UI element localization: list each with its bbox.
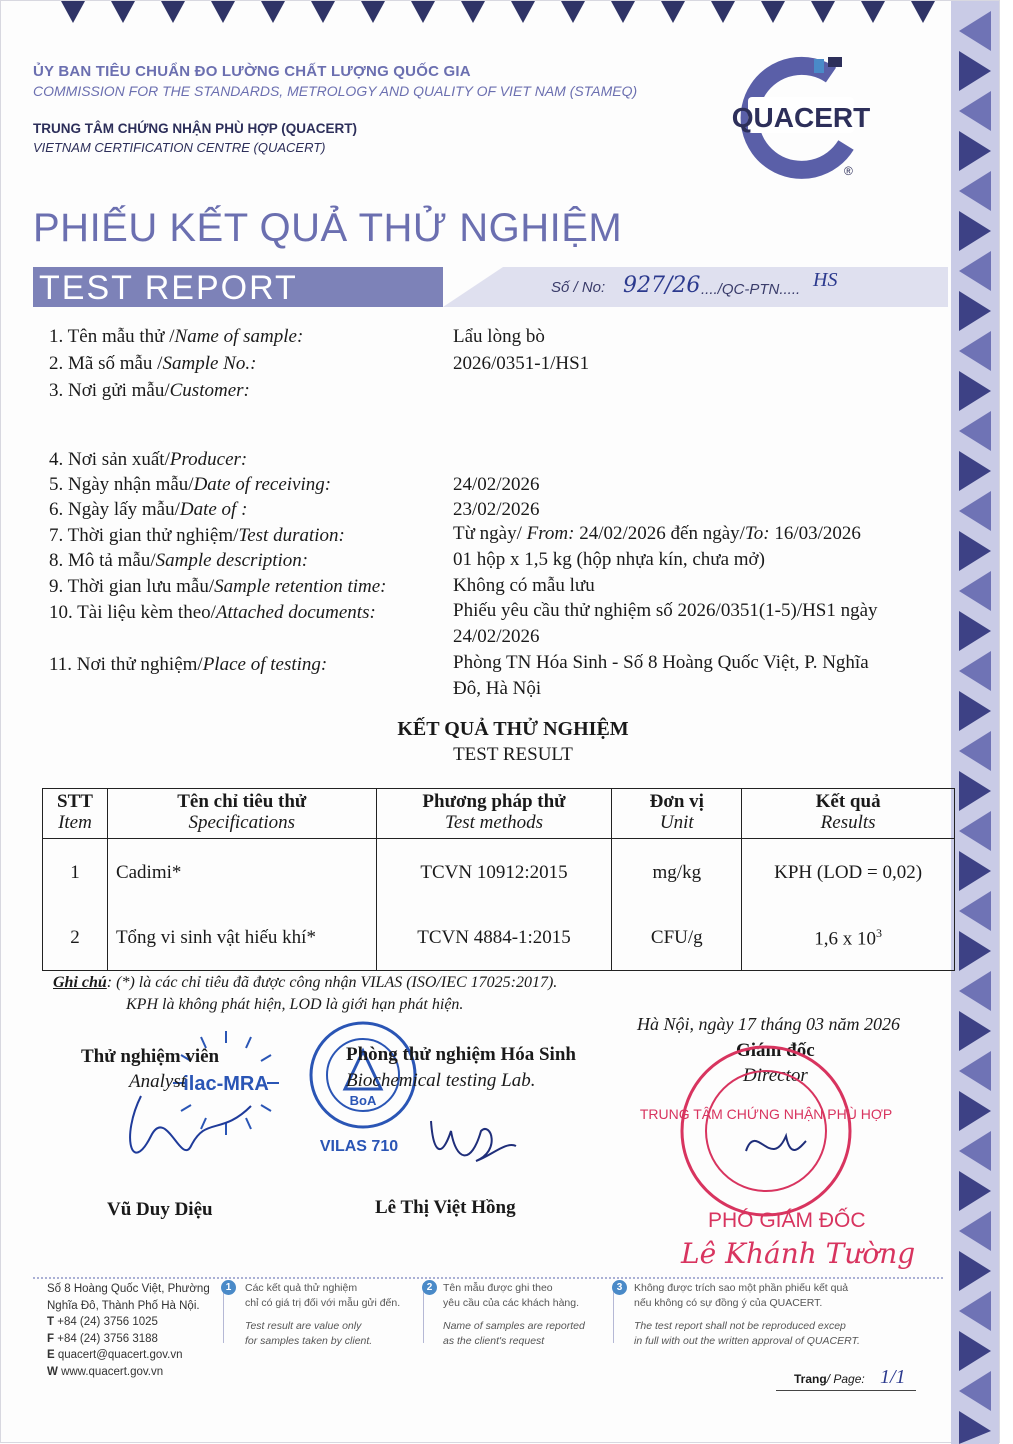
svg-text:BoA: BoA (349, 1093, 377, 1108)
sign-date-line: Hà Nội, ngày 17 tháng 03 năm 2026 (637, 1014, 900, 1034)
centre-name-en: VIETNAM CERTIFICATION CENTRE (QUACERT) (33, 140, 326, 155)
field-date-receiving-value: 24/02/2026 (453, 474, 540, 495)
report-number-handwritten: 927/26 (623, 273, 701, 298)
field-producer-label: 4. Nơi sản xuất/Producer: (49, 449, 248, 470)
footer-note-2: Tên mẫu được ghi theo yêu cầu của các khách hàng. Name of samples are reported as the client's request (443, 1282, 585, 1347)
analyst-subtitle: Analyst (129, 1071, 186, 1092)
svg-text:TRUNG TÂM CHỨNG NHẬN PHÙ HỢP: TRUNG TÂM CHỨNG NHẬN PHÙ HỢP (639, 1106, 893, 1122)
report-number-label: Số / No: (551, 279, 606, 296)
report-title-vn: PHIẾU KẾT QUẢ THỬ NGHIỆM (33, 206, 623, 250)
analyst-title: Thử nghiệm viên (81, 1046, 220, 1067)
field-customer-label: 3. Nơi gửi mẫu/Customer: (49, 380, 250, 401)
analyst-signature (111, 1076, 261, 1186)
director-subtitle: Director (743, 1065, 808, 1086)
svg-text:ilac-MRA: ilac-MRA (183, 1073, 269, 1095)
field-place-value: Phòng TN Hóa Sinh - Số 8 Hoàng Quốc Việt, P. Nghĩa Đô, Hà Nội (453, 652, 869, 699)
centre-name-vn: TRUNG TÂM CHỨNG NHẬN PHÙ HỢP (QUACERT) (33, 121, 357, 136)
lab-subtitle: Biochemical testing Lab. (346, 1070, 536, 1091)
title-banner (33, 267, 948, 307)
lab-head-name: Lê Thị Việt Hồng (375, 1197, 516, 1218)
col-header-stt: STT Item (43, 789, 108, 839)
lab-signature (421, 1101, 521, 1181)
field-date-of-label: 6. Ngày lấy mẫu/Date of : (49, 499, 248, 520)
note-line-2: KPH là không phát hiện, LOD là giới hạn phát hiện. (126, 996, 464, 1013)
report-title-en: TEST REPORT (39, 269, 298, 307)
footer-note-1: Các kết quả thử nghiệm chỉ có giá trị đối với mẫu gửi đến. Test result are value only for samples taken by client. (245, 1282, 401, 1347)
field-sample-no-label: 2. Mã số mẫu /Sample No.: (49, 353, 257, 374)
field-date-of-value: 23/02/2026 (453, 499, 540, 520)
page-indicator: Trang/ Page: 1/1 (776, 1369, 916, 1391)
field-test-duration-label: 7. Thời gian thử nghiệm/Test duration: (49, 525, 345, 546)
field-date-receiving-label: 5. Ngày nhận mẫu/Date of receiving: (49, 474, 332, 495)
table-row: 2 Tổng vi sinh vật hiếu khí* TCVN 4884-1:2015 CFU/g 1,6 x $10^3$ (43, 907, 955, 971)
svg-text:VILAS 710: VILAS 710 (319, 1138, 399, 1155)
col-header-result: Kết quả Results (742, 789, 955, 839)
analyst-name: Vũ Duy Diệu (107, 1199, 213, 1220)
field-sample-name-label: 1. Tên mẫu thử /Name of sample: (49, 326, 304, 347)
footer-note-3: Không được trích sao một phần phiếu kết quả nếu không có sự đồng ý của QUACERT. The test report shall not be reproduced excep in full with out the written approval of QUACERT. (634, 1282, 860, 1347)
col-header-method: Phương pháp thử Test methods (376, 789, 612, 839)
field-description-label: 8. Mô tả mẫu/Sample description: (49, 550, 309, 571)
quacert-logo (731, 53, 871, 178)
logo-text: QUACERT (731, 102, 871, 133)
results-table (42, 788, 955, 971)
report-number-suffix: ..../QC-PTN..... (701, 281, 801, 298)
field-attached-label: 10. Tài liệu kèm theo/Attached documents: (49, 602, 376, 623)
field-test-duration-value: Từ ngày/ From: 24/02/2026 đến ngày/To: 16/03/2026 (453, 523, 861, 544)
decorative-top-border (1, 1, 1001, 27)
col-header-spec: Tên chỉ tiêu thử Specifications (107, 789, 376, 839)
field-retention-label: 9. Thời gian lưu mẫu/Sample retention time: (49, 576, 387, 597)
footer-divider (33, 1277, 943, 1279)
field-attached-value: Phiếu yêu cầu thử nghiệm số 2026/0351(1-5)/HS1 ngày 24/02/2026 (453, 600, 878, 647)
field-retention-value: Không có mẫu lưu (453, 575, 595, 596)
deputy-director-name: Lê Khánh Tường (681, 1237, 916, 1270)
director-title: Giám đốc (736, 1040, 815, 1061)
svg-text:®: ® (844, 164, 853, 178)
org-name-en: COMMISSION FOR THE STANDARDS, METROLOGY AND QUALITY OF VIET NAM (STAMEQ) (33, 83, 638, 99)
table-row: 1 Cadimi* TCVN 10912:2015 mg/kg KPH (LOD = 0,02) (43, 839, 955, 907)
field-sample-no-value: 2026/0351-1/HS1 (453, 353, 590, 374)
deputy-director-title: PHÓ GIÁM ĐỐC (708, 1209, 866, 1232)
footer-note-number: 3 (612, 1280, 627, 1295)
report-number-hs: HS (813, 269, 838, 291)
col-header-unit: Đơn vị Unit (612, 789, 742, 839)
table-header-row (43, 789, 955, 839)
note-line-1: Ghi chú: (*) là các chỉ tiêu đã được công nhận VILAS (ISO/IEC 17025:2017). (53, 974, 558, 991)
results-title-vn: KẾT QUẢ THỬ NGHIỆM (397, 718, 629, 740)
footer-note-number: 1 (221, 1280, 236, 1295)
footer-note-number: 2 (422, 1280, 437, 1295)
results-title-en: TEST RESULT (453, 744, 573, 765)
footer-address: Số 8 Hoàng Quốc Việt, Phường Nghĩa Đô, Thành Phố Hà Nội. T +84 (24) 3756 1025 F +84 (24) 3756 3188 E quacert@quacert.gov.vn W www.quacert.gov.vn (47, 1283, 210, 1378)
field-place-label: 11. Nơi thử nghiệm/Place of testing: (49, 654, 328, 675)
org-name-vn: ỦY BAN TIÊU CHUẨN ĐO LƯỜNG CHẤT LƯỢNG QUỐC GIA (33, 63, 471, 80)
field-description-value: 01 hộp x 1,5 kg (hộp nhựa kín, chưa mở) (453, 549, 765, 570)
lab-title: Phòng thử nghiệm Hóa Sinh (346, 1044, 576, 1065)
field-sample-name-value: Lẩu lòng bò (453, 326, 545, 347)
